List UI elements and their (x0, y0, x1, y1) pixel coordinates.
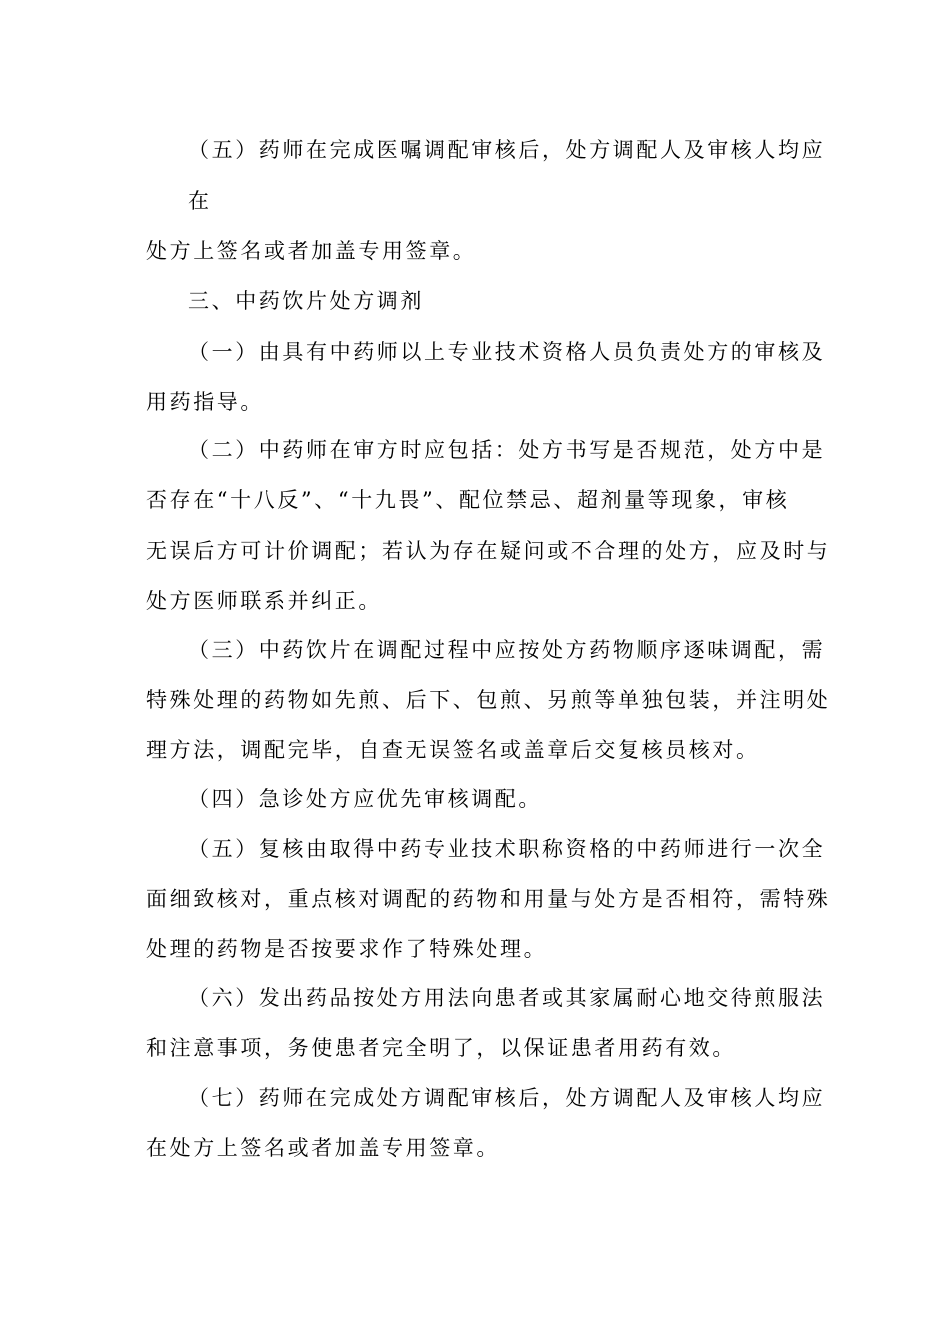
paragraph-line: 处理的药物是否按要求作了特殊处理。 (146, 937, 548, 961)
paragraph-line: 处方上签名或者加盖专用签章。 (146, 239, 477, 263)
paragraph-line: （五）药师在完成医嘱调配审核后，处方调配人及审核人均应 (188, 138, 826, 162)
section-heading: 三、中药饮片处方调剂 (188, 289, 424, 313)
paragraph-line: 特殊处理的药物如先煎、后下、包煎、另煎等单独包装，并注明处 (146, 688, 831, 712)
paragraph-line: 面细致核对，重点核对调配的药物和用量与处方是否相符，需特殊 (146, 887, 831, 911)
paragraph-line: （六）发出药品按处方用法向患者或其家属耐心地交待煎服法 (188, 986, 826, 1010)
paragraph-line: 理方法，调配完毕，自查无误签名或盖章后交复核员核对。 (146, 738, 760, 762)
paragraph-line: 否存在“十八反”、“十九畏”、配位禁忌、超剂量等现象，审核 (146, 488, 790, 512)
paragraph-line: 和注意事项，务使患者完全明了，以保证患者用药有效。 (146, 1036, 736, 1060)
paragraph-line: （二）中药师在审方时应包括：处方书写是否规范，处方中是 (188, 438, 826, 462)
paragraph-line: （三）中药饮片在调配过程中应按处方药物顺序逐味调配，需 (188, 638, 826, 662)
paragraph-line: 处方医师联系并纠正。 (146, 589, 382, 613)
paragraph-line: （一）由具有中药师以上专业技术资格人员负责处方的审核及 (188, 340, 826, 364)
paragraph-line: 用药指导。 (146, 390, 264, 414)
paragraph-line: 在处方上签名或者加盖专用签章。 (146, 1136, 500, 1160)
paragraph-line: 在 (188, 189, 212, 213)
paragraph-line: （五）复核由取得中药专业技术职称资格的中药师进行一次全 (188, 837, 826, 861)
paragraph-line: （四）急诊处方应优先审核调配。 (188, 787, 542, 811)
paragraph-line: （七）药师在完成处方调配审核后，处方调配人及审核人均应 (188, 1086, 826, 1110)
paragraph-line: 无误后方可计价调配；若认为存在疑问或不合理的处方，应及时与 (146, 539, 831, 563)
